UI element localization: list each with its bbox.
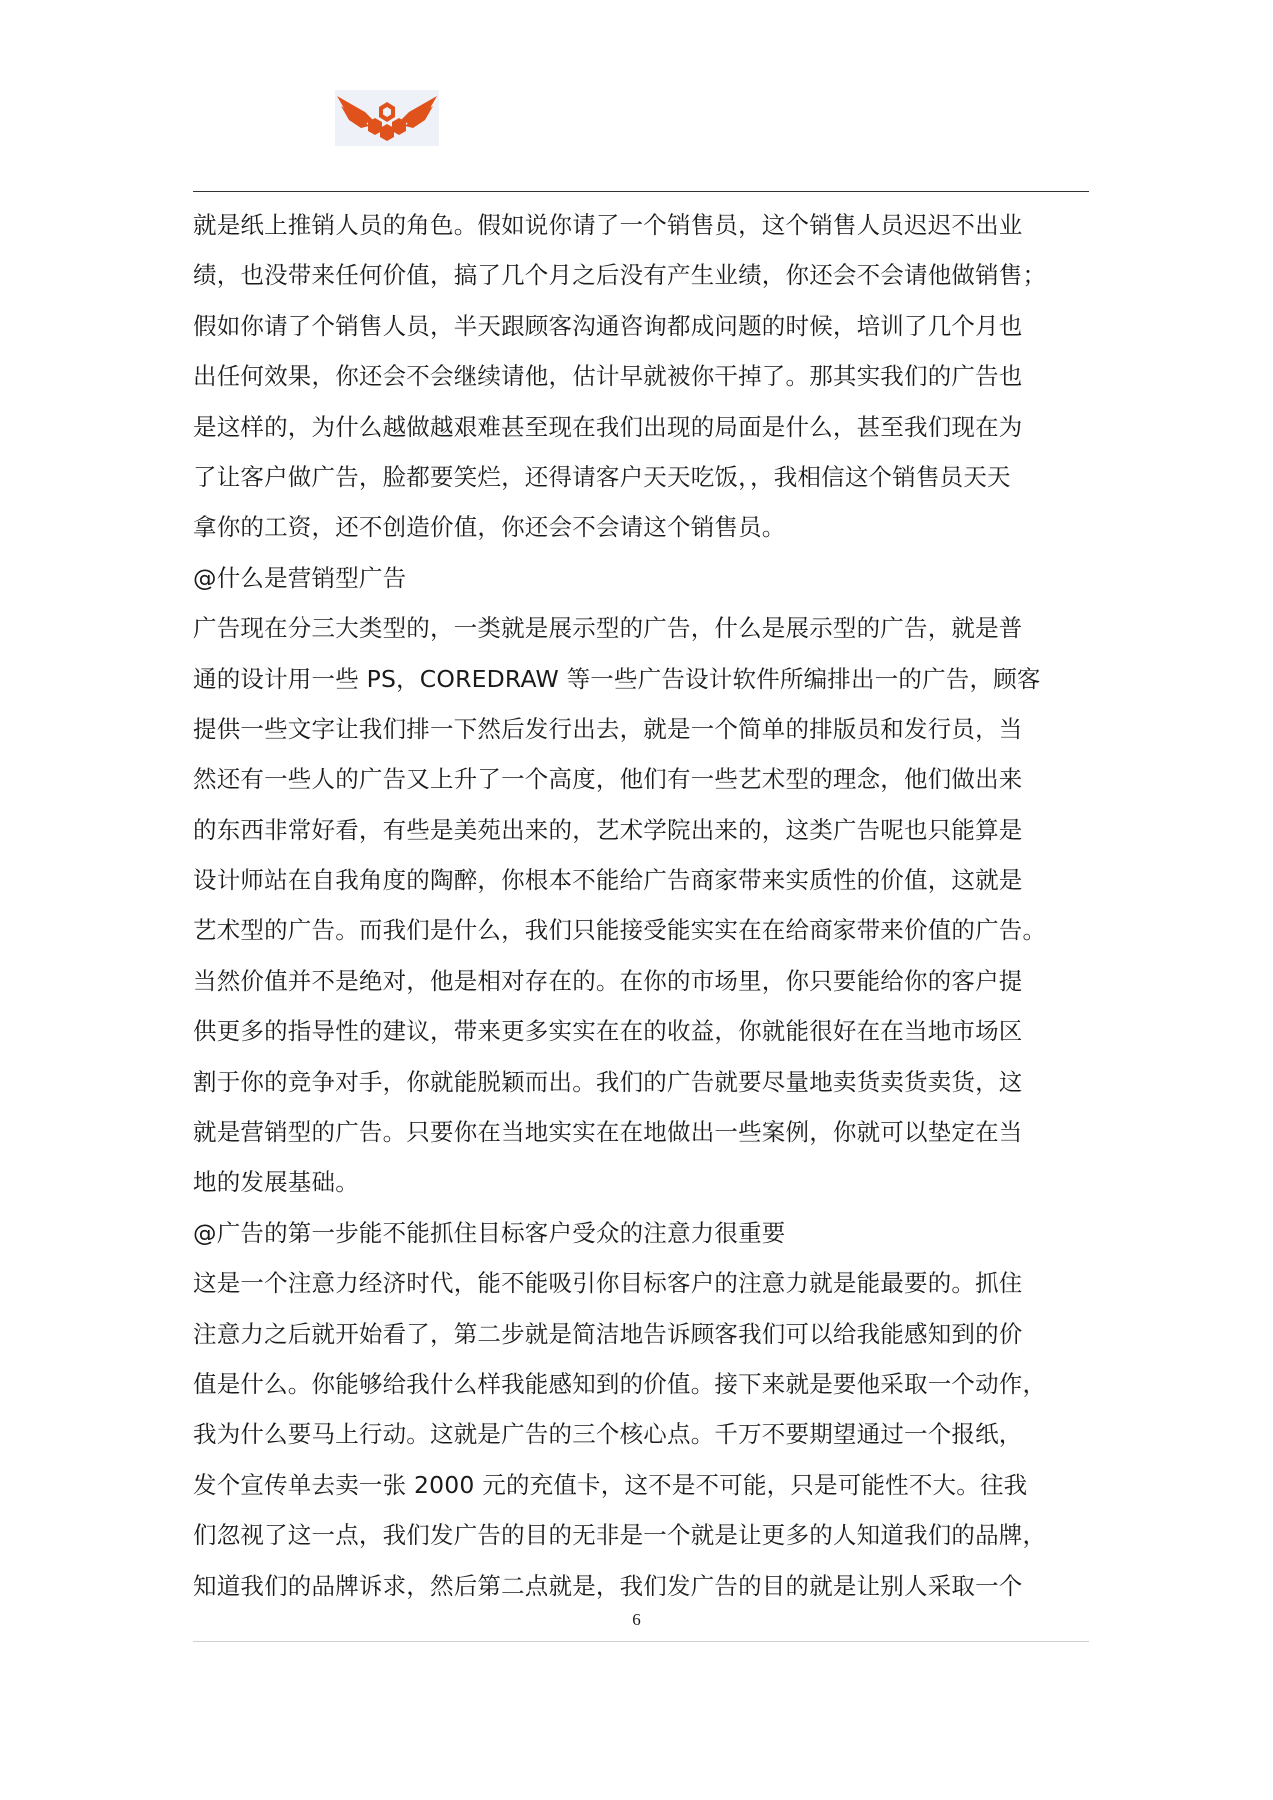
text-line: 绩，也没带来任何价值，搞了几个月之后没有产生业绩，你还会不会请他做销售； [193, 261, 1047, 290]
text-line: 们忽视了这一点，我们发广告的目的无非是一个就是让更多的人知道我们的品牌， [193, 1521, 1047, 1550]
text-line: 发个宣传单去卖一张 2000 元的充值卡，这不是不可能，只是可能性不大。往我 [193, 1470, 1028, 1499]
text-line: 割于你的竞争对手，你就能脱颖而出。我们的广告就要尽量地卖货卖货卖货，这 [193, 1067, 1023, 1096]
text-line: 拿你的工资，还不创造价值，你还会不会请这个销售员。 [193, 513, 786, 542]
header-logo [335, 90, 439, 146]
text-line: 的东西非常好看，有些是美苑出来的，艺术学院出来的，这类广告呢也只能算是 [193, 815, 1023, 844]
text-line: 就是纸上推销人员的角色。假如说你请了一个销售员，这个销售人员迟迟不出业 [193, 211, 1023, 239]
text-line: 是这样的，为什么越做越艰难甚至现在我们出现的局面是什么，甚至我们现在为 [193, 412, 1023, 441]
document-body [193, 200, 1089, 1611]
header-divider [193, 191, 1089, 192]
section-heading: @广告的第一步能不能抓住目标客户受众的注意力很重要 [193, 1218, 786, 1247]
text-line: 设计师站在自我角度的陶醉，你根本不能给广告商家带来实质性的价值，这就是 [193, 866, 1023, 895]
text-line: 这是一个注意力经济时代，能不能吸引你目标客户的注意力就是能最要的。抓住 [193, 1269, 1023, 1298]
text-line: 通的设计用一些 PS，COREDRAW 等一些广告设计软件所编排出一的广告，顾客 [193, 664, 1041, 693]
text-line: 假如你请了个销售人员，半天跟顾客沟通咨询都成问题的时候，培训了几个月也 [193, 311, 1023, 340]
text-line: 值是什么。你能够给我什么样我能感知到的价值。接下来就是要他采取一个动作， [193, 1369, 1047, 1398]
text-line: 然还有一些人的广告又上升了一个高度，他们有一些艺术型的理念，他们做出来 [193, 765, 1023, 794]
page-number: 6 [632, 1610, 641, 1629]
text-line: 就是营销型的广告。只要你在当地实实在在地做出一些案例，你就可以垫定在当 [193, 1118, 1023, 1147]
footer-divider [193, 1641, 1089, 1642]
text-line: 知道我们的品牌诉求，然后第二点就是，我们发广告的目的就是让别人采取一个 [193, 1571, 1023, 1600]
text-line: 出任何效果，你还会不会继续请他，估计早就被你干掉了。那其实我们的广告也 [193, 362, 1023, 391]
text-line: 地的发展基础。 [193, 1168, 359, 1197]
winged-emblem-icon [335, 90, 439, 146]
section-heading: @什么是营销型广告 [193, 563, 407, 592]
text-line: 我为什么要马上行动。这就是广告的三个核心点。千万不要期望通过一个报纸， [193, 1420, 1023, 1449]
text-line: 供更多的指导性的建议，带来更多实实在在的收益，你就能很好在在当地市场区 [193, 1017, 1023, 1046]
text-line: 提供一些文字让我们排一下然后发行出去，就是一个简单的排版员和发行员，当 [193, 714, 1023, 743]
text-line: 注意力之后就开始看了，第二步就是简洁地告诉顾客我们可以给我能感知到的价 [193, 1319, 1023, 1348]
text-line: 了让客户做广告，脸都要笑烂，还得请客户天天吃饭，，我相信这个销售员天天 [193, 462, 1011, 491]
text-line: 艺术型的广告。而我们是什么，我们只能接受能实实在在给商家带来价值的广告。 [193, 916, 1047, 945]
text-line: 当然价值并不是绝对，他是相对存在的。在你的市场里，你只要能给你的客户提 [193, 966, 1023, 995]
text-line: 广告现在分三大类型的，一类就是展示型的广告，什么是展示型的广告，就是普 [193, 614, 1023, 643]
